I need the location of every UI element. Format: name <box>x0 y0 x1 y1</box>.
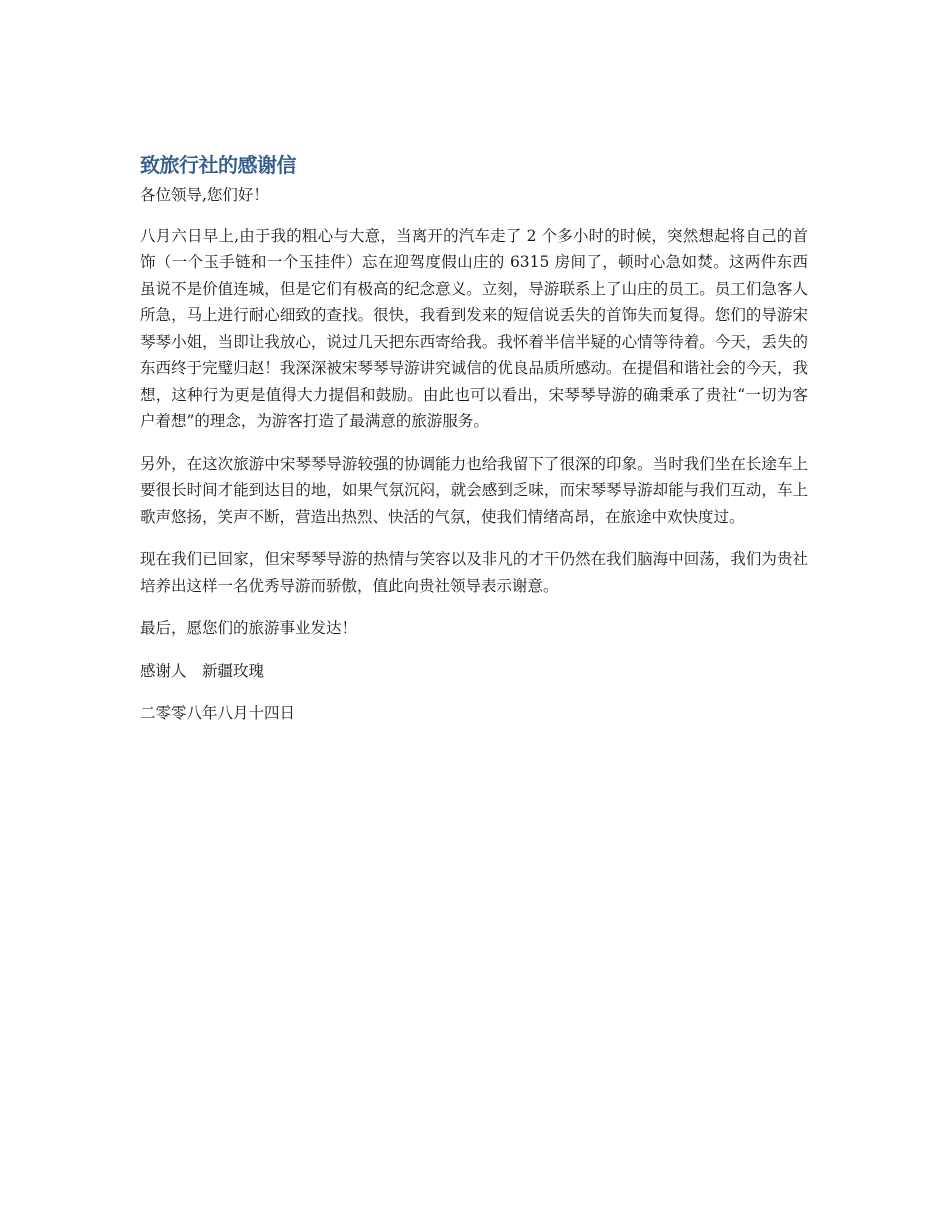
document-title: 致旅行社的感谢信 <box>140 153 296 177</box>
letter-page <box>140 150 808 743</box>
signature: 感谢人 新疆玫瑰 <box>140 661 265 680</box>
paragraph-lost-jewelry: 八月六日早上,由于我的粗心与大意，当离开的汽车走了 2 个多小时的时候，突然想起将自己的首饰（一个玉手链和一个玉挂件）忘在迎驾度假山庄的 6315 房间了，顿时心急如焚。这两件东西虽说不是价值连城，但是它们有极高的纪念意义。立刻，导游联系上了山庄的员工。员工们急客人所急，马上进行耐心细致的查找。很快，我看到发来的短信说丢失的首饰失而复得。您们的导游宋琴琴小姐，当即让我放心，说过几天把东西寄给我。我怀着半信半疑的心情等待着。今天，丢失的东西终于完璧归赵！我深深被宋琴琴导游讲究诚信的优良品质所感动。在提倡和谐社会的今天，我想，这种行为更是值得大力提倡和鼓励。由此也可以看出，宋琴琴导游的确秉承了贵社“一切为客户着想”的理念，为游客打造了最满意的旅游服务。 <box>140 226 808 430</box>
greeting: 各位领导,您们好！ <box>140 186 269 204</box>
paragraph-gratitude: 现在我们已回家，但宋琴琴导游的热情与笑容以及非凡的才干仍然在我们脑海中回荡，我们为贵社培养出这样一名优秀导游而骄傲，值此向贵社领导表示谢意。 <box>140 550 808 595</box>
paragraph-coordination: 另外，在这次旅游中宋琴琴导游较强的协调能力也给我留下了很深的印象。当时我们坐在长途车上要很长时间才能到达目的地，如果气氛沉闷，就会感到乏味，而宋琴琴导游却能与我们互动，车上歌声悠扬，笑声不断，营造出热烈、快活的气氛，使我们情绪高昂，在旅途中欢快度过。 <box>140 454 808 526</box>
letter-date: 二零零八年八月十四日 <box>140 704 296 722</box>
paragraph-closing-wish: 最后，愿您们的旅游事业发达！ <box>140 619 358 637</box>
